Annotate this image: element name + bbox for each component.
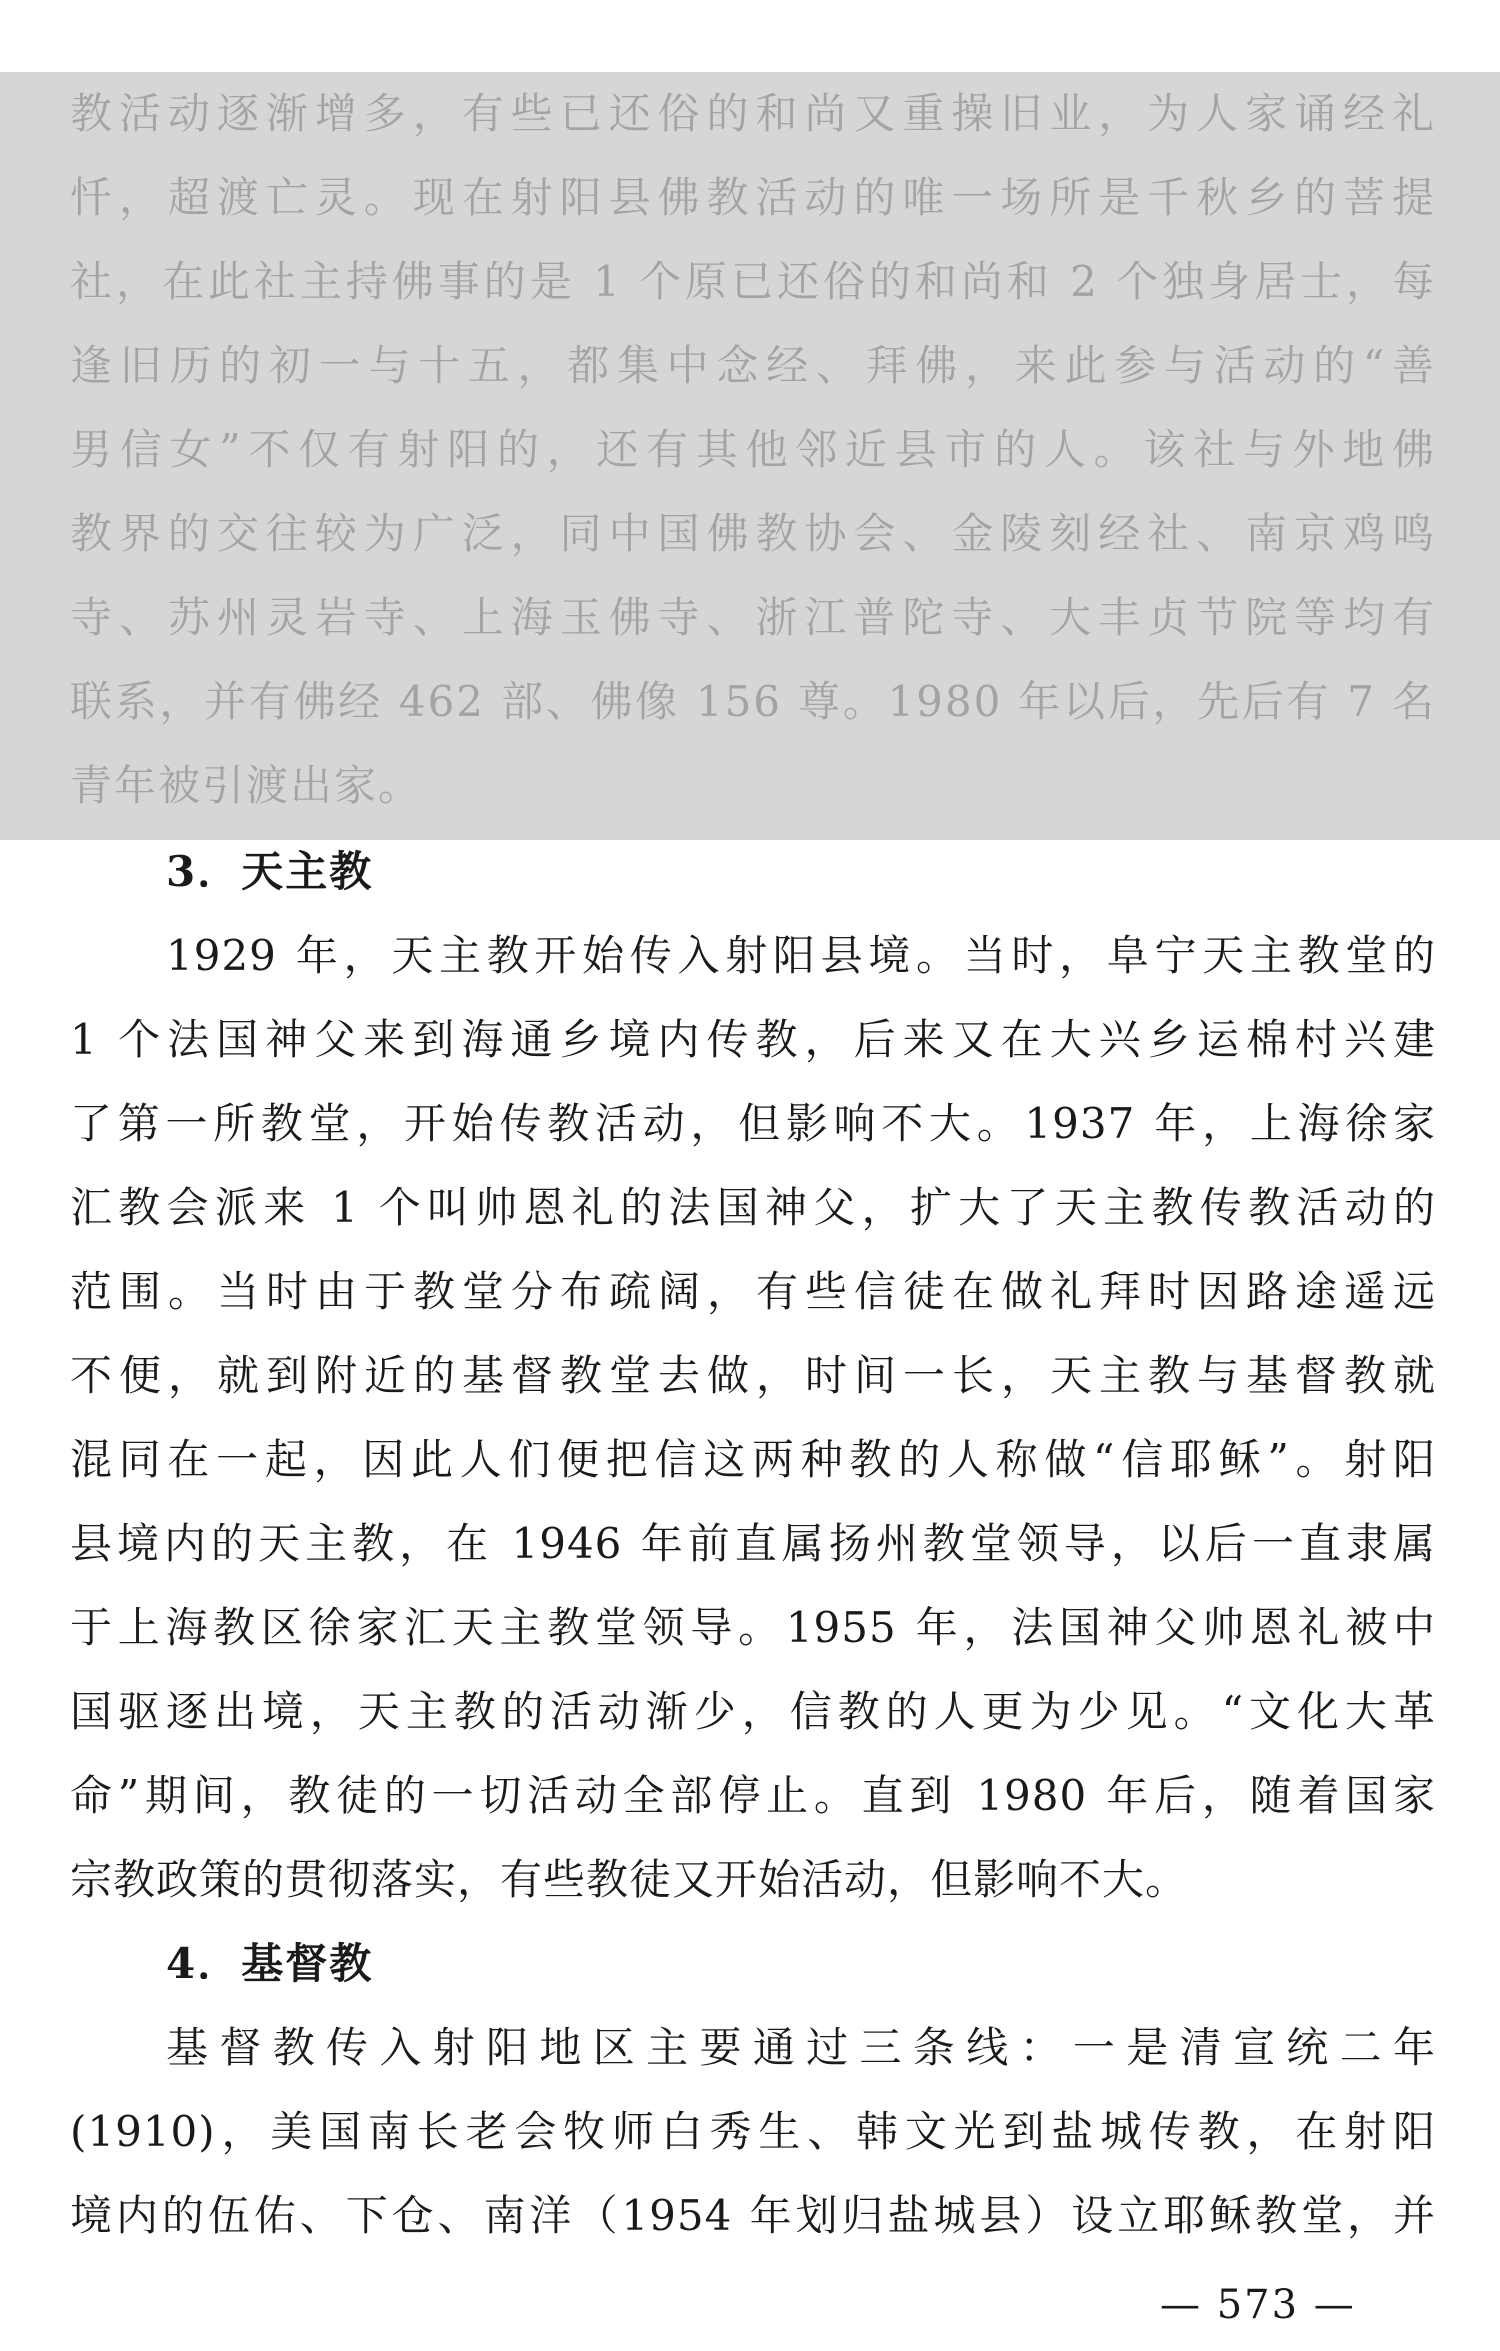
shaded-line: 寺、苏州灵岩寺、上海玉佛寺、浙江普陀寺、大丰贞节院等均有 xyxy=(70,593,1436,642)
paragraph-line: (1910)，美国南长老会牧师白秀生、韩文光到盐城传教，在射阳 xyxy=(70,2107,1436,2156)
section-heading-christianity: 4．基督教 xyxy=(166,1939,374,1988)
page-number: — 573 — xyxy=(1160,2282,1356,2328)
paragraph-line: 国驱逐出境，天主教的活动渐少，信教的人更为少见。“文化大革 xyxy=(70,1687,1436,1736)
shaded-line: 男信女”不仅有射阳的，还有其他邻近县市的人。该社与外地佛 xyxy=(70,425,1436,474)
paragraph-line: 境内的伍佑、下仓、南洋（1954 年划归盐城县）设立耶稣教堂，并 xyxy=(70,2191,1436,2240)
paragraph-line: 县境内的天主教，在 1946 年前直属扬州教堂领导，以后一直隶属 xyxy=(70,1519,1436,1568)
paragraph-line: 宗教政策的贯彻落实，有些教徒又开始活动，但影响不大。 xyxy=(70,1855,1189,1904)
paragraph-line: 范围。当时由于教堂分布疏阔，有些信徒在做礼拜时因路途遥远 xyxy=(70,1267,1436,1316)
shaded-line: 忏，超渡亡灵。现在射阳县佛教活动的唯一场所是千秋乡的菩提 xyxy=(70,173,1436,222)
section-heading-catholicism: 3．天主教 xyxy=(166,847,374,896)
shaded-line: 联系，并有佛经 462 部、佛像 156 尊。1980 年以后，先后有 7 名 xyxy=(70,677,1436,726)
paragraph-line: 混同在一起，因此人们便把信这两种教的人称做“信耶稣”。射阳 xyxy=(70,1435,1436,1484)
highlighted-paragraph xyxy=(0,72,1500,840)
shaded-line: 教界的交往较为广泛，同中国佛教协会、金陵刻经社、南京鸡鸣 xyxy=(70,509,1436,558)
paragraph-line: 1 个法国神父来到海通乡境内传教，后来又在大兴乡运棉村兴建 xyxy=(70,1015,1436,1064)
paragraph-line: 命”期间，教徒的一切活动全部停止。直到 1980 年后，随着国家 xyxy=(70,1771,1436,1820)
shaded-line: 教活动逐渐增多，有些已还俗的和尚又重操旧业，为人家诵经礼 xyxy=(70,89,1436,138)
paragraph-line: 汇教会派来 1 个叫帅恩礼的法国神父，扩大了天主教传教活动的 xyxy=(70,1183,1436,1232)
shaded-line: 社，在此社主持佛事的是 1 个原已还俗的和尚和 2 个独身居士，每 xyxy=(70,257,1436,306)
paragraph-line: 1929 年，天主教开始传入射阳县境。当时，阜宁天主教堂的 xyxy=(166,931,1436,980)
paragraph-line: 了第一所教堂，开始传教活动，但影响不大。1937 年，上海徐家 xyxy=(70,1099,1436,1148)
paragraph-line: 不便，就到附近的基督教堂去做，时间一长，天主教与基督教就 xyxy=(70,1351,1436,1400)
shaded-line: 逢旧历的初一与十五，都集中念经、拜佛，来此参与活动的“善 xyxy=(70,341,1436,390)
paragraph-line: 基督教传入射阳地区主要通过三条线：一是清宣统二年 xyxy=(166,2023,1436,2072)
paragraph-line: 于上海教区徐家汇天主教堂领导。1955 年，法国神父帅恩礼被中 xyxy=(70,1603,1436,1652)
shaded-line: 青年被引渡出家。 xyxy=(70,761,423,810)
